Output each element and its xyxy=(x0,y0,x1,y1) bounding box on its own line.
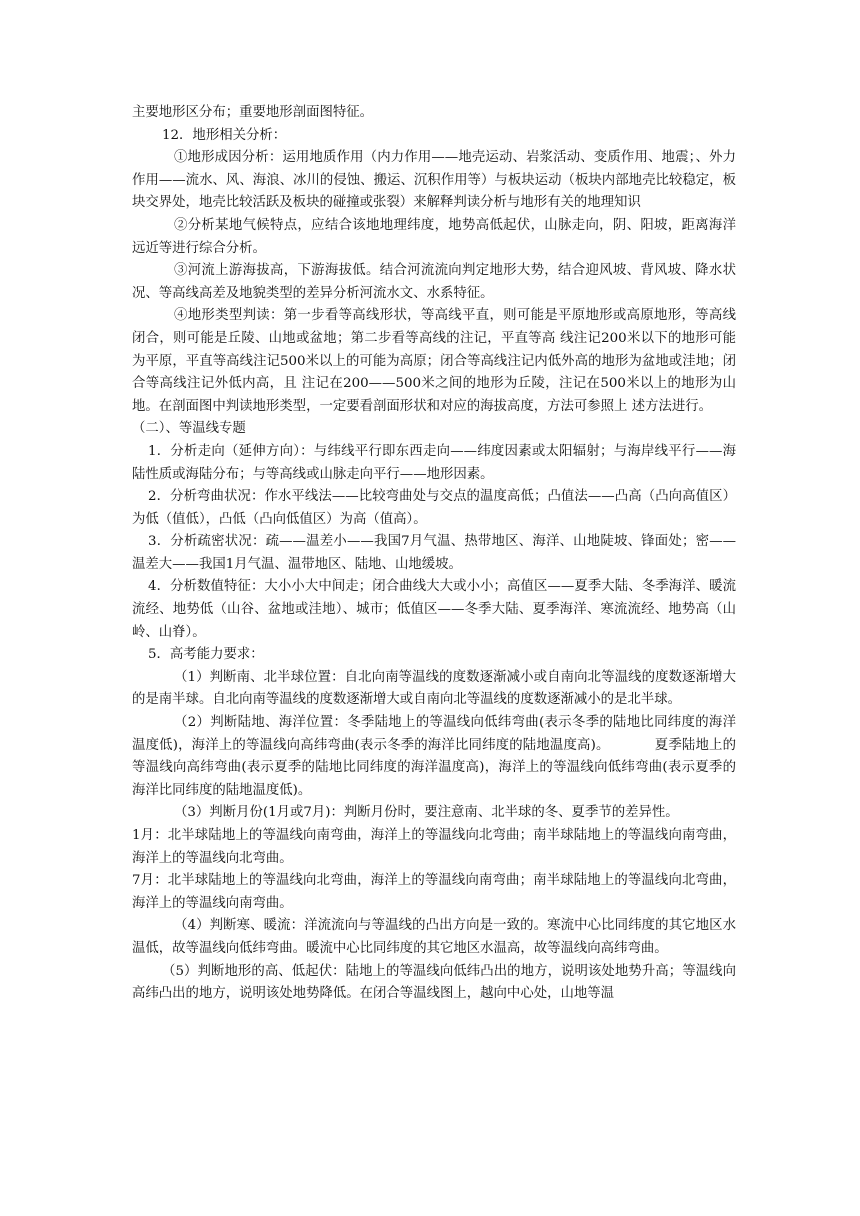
paragraph: 3．分析疏密状况：疏——温差小——我国7月气温、热带地区、海洋、山地陡坡、锋面处；密——温差大——我国1月气温、温带地区、陆地、山地缓坡。 xyxy=(132,534,736,572)
paragraph: （4）判断寒、暖流：洋流流向与等温线的凸出方向是一致的。寒流中心比同纬度的其它地区水温低，故等温线向低纬弯曲。暖流中心比同纬度的其它地区水温高，故等温线向高纬弯曲。 xyxy=(132,918,736,956)
paragraph: 7月：北半球陆地上的等温线向北弯曲，海洋上的等温线向南弯曲；南半球陆地上的等温线向北弯曲，海洋上的等温线向南弯曲。 xyxy=(132,873,736,911)
paragraph: 1．分析走向（延伸方向）：与纬线平行即东西走向——纬度因素或太阳辐射；与海岸线平行——海陆性质或海陆分布；与等高线或山脉走向平行——地形因素。 xyxy=(132,443,736,482)
paragraph: 主要地形区分布；重要地形剖面图特征。 xyxy=(132,105,374,120)
paragraph: （5）判断地形的高、低起伏：陆地上的等温线向低纬凸出的地方，说明该处地势升高；等温线向高纬凸出的地方，说明该处地势降低。在闭合等温线图上，越向中心处，山地等温 xyxy=(132,963,736,1002)
paragraph: ③河流上游海拔高，下游海拔低。结合河流流向判定地形大势，结合迎风坡、背风坡、降水状况、等高线高差及地貌类型的差异分析河流水文、水系特征。 xyxy=(132,263,736,301)
paragraph: （1）判断南、北半球位置：自北向南等温线的度数逐渐减小或自南向北等温线的度数逐渐增大的是南半球。自北向南等温线的度数逐渐增大或自南向北等温线的度数逐渐减小的是北半球。 xyxy=(132,669,736,708)
paragraph: （2）判断陆地、海洋位置：冬季陆地上的等温线向低纬弯曲(表示冬季的陆地比同纬度的海洋温度低)，海洋上的等温线向高纬弯曲(表示冬季的海洋比同纬度的陆地温度高)。 夏季陆地上的等温线向高纬弯曲(表示夏季的陆地比同纬度的海洋温度高)，海洋上的等温线向低纬弯曲(表示夏季的海洋比同纬度的陆地温度低)。 xyxy=(132,715,736,798)
document-body xyxy=(132,102,736,1006)
paragraph: 1月：北半球陆地上的等温线向南弯曲，海洋上的等温线向北弯曲；南半球陆地上的等温线向南弯曲，海洋上的等温线向北弯曲。 xyxy=(132,828,736,866)
paragraph: 2．分析弯曲状况：作水平线法——比较弯曲处与交点的温度高低；凸值法——凸高（凸向高值区）为低（值低），凸低（凸向低值区）为高（值高）。 xyxy=(132,489,736,527)
paragraph: （3）判断月份(1月或7月)：判断月份时，要注意南、北半球的冬、夏季节的差异性。 xyxy=(174,805,679,821)
paragraph: （二）、等温线专题 xyxy=(132,421,246,437)
paragraph: 4．分析数值特征：大小小大中间走；闭合曲线大大或小小；高值区——夏季大陆、冬季海洋、暖流流经、地势低（山谷、盆地或洼地）、城市；低值区——冬季大陆、夏季海洋、寒流流经、地势高（山岭、山脊）。 xyxy=(132,579,736,640)
paragraph: 5．高考能力要求： xyxy=(148,647,264,663)
paragraph: 12．地形相关分析： xyxy=(162,127,287,143)
paragraph: ①地形成因分析：运用地质作用（内力作用——地壳运动、岩浆活动、变质作用、地震；、外力作用——流水、风、海浪、冰川的侵蚀、搬运、沉积作用等）与板块运动（板块内部地壳比较稳定，板块交界处，地壳比较活跃及板块的碰撞或张裂）来解释判读分析与地形有关的地理知识 xyxy=(132,150,736,211)
paragraph: ④地形类型判读：第一步看等高线形状，等高线平直，则可能是平原地形或高原地形，等高线闭合，则可能是丘陵、山地或盆地；第二步看等高线的注记，平直等高 线注记200米以下的地形可能为平原，平直等高线注记500米以上的可能为高原；闭合等高线注记内低外高的地形为盆地或洼地；闭合等高线注记外低内高，且 注记在200——500米之间的地形为丘陵，注记在500米以上的地形为山地。在剖面图中判读地形类型，一定要看剖面形状和对应的海拔高度，方法可参照上 述方法进行。 xyxy=(132,308,736,414)
paragraph: ②分析某地气候特点，应结合该地地理纬度，地势高低起伏，山脉走向，阴、阳坡，距离海洋远近等进行综合分析。 xyxy=(132,217,736,256)
